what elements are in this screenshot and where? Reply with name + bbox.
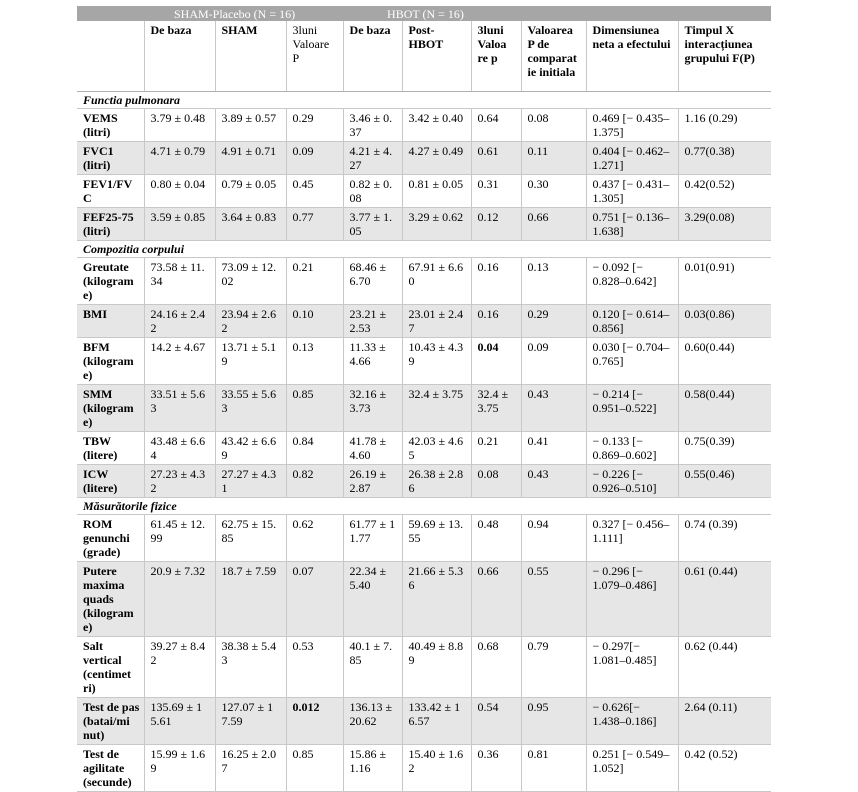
- column-header: Dimensiunea neta a efectului: [586, 21, 678, 92]
- table-row: [77, 175, 771, 208]
- table-cell: 4.91 ± 0.71: [215, 142, 286, 175]
- table-cell: 0.42(0.52): [678, 175, 771, 208]
- row-label: ICW (litere): [77, 465, 144, 498]
- table-cell: 127.07 ± 17.59: [215, 698, 286, 745]
- table-cell: 1.16 (0.29): [678, 109, 771, 142]
- table-cell: 32.4 ± 3.75: [471, 385, 521, 432]
- table-row: [77, 465, 771, 498]
- group-header-row: [77, 6, 771, 21]
- table-row: [77, 385, 771, 432]
- table-cell: 0.45: [286, 175, 343, 208]
- table-cell: 3.46 ± 0.37: [343, 109, 402, 142]
- table-cell: 23.21 ± 2.53: [343, 305, 402, 338]
- table-cell: 0.09: [286, 142, 343, 175]
- section-title: Functia pulmonara: [77, 92, 771, 109]
- table-cell: 0.81: [521, 745, 586, 792]
- table-cell: 18.7 ± 7.59: [215, 562, 286, 637]
- table-cell: 0.13: [286, 338, 343, 385]
- table-cell: 15.86 ± 1.16: [343, 745, 402, 792]
- table-cell: 23.94 ± 2.62: [215, 305, 286, 338]
- table-cell: 38.38 ± 5.43: [215, 637, 286, 698]
- table-cell: 0.04: [471, 338, 521, 385]
- table-cell: 0.94: [521, 515, 586, 562]
- table-cell: 0.84: [286, 432, 343, 465]
- table-cell: − 0.297[− 1.081–0.485]: [586, 637, 678, 698]
- section-row: [77, 498, 771, 515]
- table-cell: 40.1 ± 7.85: [343, 637, 402, 698]
- table-cell: 21.66 ± 5.36: [402, 562, 471, 637]
- table-cell: 23.01 ± 2.47: [402, 305, 471, 338]
- row-label: SMM (kilogram e): [77, 385, 144, 432]
- table-cell: 0.29: [521, 305, 586, 338]
- table-cell: 42.03 ± 4.65: [402, 432, 471, 465]
- group-header-sham: SHAM-Placebo (N = 16): [144, 6, 343, 21]
- table-cell: − 0.214 [− 0.951–0.522]: [586, 385, 678, 432]
- table-cell: 0.29: [286, 109, 343, 142]
- table-cell: 13.71 ± 5.19: [215, 338, 286, 385]
- table-cell: 33.51 ± 5.63: [144, 385, 215, 432]
- row-label: Greutate (kilogram e): [77, 258, 144, 305]
- group-header-hbot: HBOT (N = 16): [343, 6, 771, 21]
- table-cell: 0.31: [471, 175, 521, 208]
- column-header: 3luni Valoa re p: [471, 21, 521, 92]
- table-cell: 0.327 [− 0.456–1.111]: [586, 515, 678, 562]
- column-header: 3luni Valoare P: [286, 21, 343, 92]
- table-row: [77, 208, 771, 241]
- table-cell: 73.09 ± 12.02: [215, 258, 286, 305]
- row-label: Test de agilitate (secunde): [77, 745, 144, 792]
- table-cell: 27.27 ± 4.31: [215, 465, 286, 498]
- table-cell: 0.58(0.44): [678, 385, 771, 432]
- table-row: [77, 305, 771, 338]
- table-cell: 0.36: [471, 745, 521, 792]
- row-label: FEF25-75 (litri): [77, 208, 144, 241]
- table-cell: 43.42 ± 6.69: [215, 432, 286, 465]
- column-header: Timpul X interacțiunea grupului F(P): [678, 21, 771, 92]
- table-cell: 68.46 ± 6.70: [343, 258, 402, 305]
- table-cell: 22.34 ± 5.40: [343, 562, 402, 637]
- table-cell: 4.27 ± 0.49: [402, 142, 471, 175]
- table-cell: 0.82 ± 0.08: [343, 175, 402, 208]
- table-cell: 43.48 ± 6.64: [144, 432, 215, 465]
- table-cell: 10.43 ± 4.39: [402, 338, 471, 385]
- table-cell: 15.40 ± 1.62: [402, 745, 471, 792]
- column-header: Post-HBOT: [402, 21, 471, 92]
- table-cell: 0.55: [521, 562, 586, 637]
- table-cell: 3.64 ± 0.83: [215, 208, 286, 241]
- table-cell: 0.16: [471, 305, 521, 338]
- row-label: ROM genunchi (grade): [77, 515, 144, 562]
- table-cell: 3.29(0.08): [678, 208, 771, 241]
- table-cell: 0.85: [286, 745, 343, 792]
- table-cell: 0.43: [521, 385, 586, 432]
- table-row: [77, 258, 771, 305]
- table-cell: 0.62: [286, 515, 343, 562]
- table-cell: 3.29 ± 0.62: [402, 208, 471, 241]
- table-cell: 0.55(0.46): [678, 465, 771, 498]
- table-cell: 0.09: [521, 338, 586, 385]
- table-cell: 0.80 ± 0.04: [144, 175, 215, 208]
- table-cell: 0.79: [521, 637, 586, 698]
- table-cell: 3.77 ± 1.05: [343, 208, 402, 241]
- table-cell: 16.25 ± 2.07: [215, 745, 286, 792]
- table-cell: 0.30: [521, 175, 586, 208]
- section-row: [77, 241, 771, 258]
- table-cell: 0.41: [521, 432, 586, 465]
- table-cell: 14.2 ± 4.67: [144, 338, 215, 385]
- row-label: Putere maxima quads (kilogram e): [77, 562, 144, 637]
- table-cell: 0.08: [471, 465, 521, 498]
- row-label: TBW (litere): [77, 432, 144, 465]
- table-cell: 3.79 ± 0.48: [144, 109, 215, 142]
- table-cell: 0.01(0.91): [678, 258, 771, 305]
- table-cell: 20.9 ± 7.32: [144, 562, 215, 637]
- table-cell: 26.19 ± 2.87: [343, 465, 402, 498]
- row-label: BFM (kilogram e): [77, 338, 144, 385]
- table-cell: 11.33 ± 4.66: [343, 338, 402, 385]
- table-cell: 39.27 ± 8.42: [144, 637, 215, 698]
- table-row: [77, 338, 771, 385]
- table-cell: 3.59 ± 0.85: [144, 208, 215, 241]
- table-cell: 0.43: [521, 465, 586, 498]
- table-cell: 15.99 ± 1.69: [144, 745, 215, 792]
- table-cell: − 0.226 [− 0.926–0.510]: [586, 465, 678, 498]
- table-cell: 0.07: [286, 562, 343, 637]
- table-cell: 0.10: [286, 305, 343, 338]
- results-table: [77, 6, 771, 792]
- table-cell: 33.55 ± 5.63: [215, 385, 286, 432]
- table-cell: 62.75 ± 15.85: [215, 515, 286, 562]
- table-cell: 61.45 ± 12.99: [144, 515, 215, 562]
- table-cell: 0.61 (0.44): [678, 562, 771, 637]
- table-cell: 0.42 (0.52): [678, 745, 771, 792]
- table-row: [77, 698, 771, 745]
- table-cell: 3.89 ± 0.57: [215, 109, 286, 142]
- table-cell: 0.12: [471, 208, 521, 241]
- table-cell: 0.751 [− 0.136–1.638]: [586, 208, 678, 241]
- table-cell: 136.13 ± 20.62: [343, 698, 402, 745]
- table-row: [77, 637, 771, 698]
- column-header: Valoarea P de comparat ie initiala: [521, 21, 586, 92]
- table-cell: 0.13: [521, 258, 586, 305]
- table-cell: 133.42 ± 16.57: [402, 698, 471, 745]
- table-cell: 0.75(0.39): [678, 432, 771, 465]
- table-cell: 0.74 (0.39): [678, 515, 771, 562]
- table-cell: 0.53: [286, 637, 343, 698]
- table-row: [77, 432, 771, 465]
- table-cell: 0.77: [286, 208, 343, 241]
- table-cell: 0.48: [471, 515, 521, 562]
- table-cell: 0.030 [− 0.704–0.765]: [586, 338, 678, 385]
- table-cell: 0.03(0.86): [678, 305, 771, 338]
- table-cell: − 0.626[− 1.438–0.186]: [586, 698, 678, 745]
- table-cell: 0.437 [− 0.431–1.305]: [586, 175, 678, 208]
- table-row: [77, 515, 771, 562]
- row-label: FEV1/FV C: [77, 175, 144, 208]
- table-cell: 0.61: [471, 142, 521, 175]
- table-cell: 0.54: [471, 698, 521, 745]
- table-cell: 0.95: [521, 698, 586, 745]
- column-header: De baza: [343, 21, 402, 92]
- row-label: Salt vertical (centimet ri): [77, 637, 144, 698]
- table-row: [77, 142, 771, 175]
- table-cell: 0.66: [471, 562, 521, 637]
- table-cell: 27.23 ± 4.32: [144, 465, 215, 498]
- table-cell: 73.58 ± 11.34: [144, 258, 215, 305]
- table-cell: 0.21: [471, 432, 521, 465]
- table-cell: 0.21: [286, 258, 343, 305]
- table-cell: 41.78 ± 4.60: [343, 432, 402, 465]
- table-cell: 0.404 [− 0.462–1.271]: [586, 142, 678, 175]
- table-cell: 0.81 ± 0.05: [402, 175, 471, 208]
- table-cell: 26.38 ± 2.86: [402, 465, 471, 498]
- row-label: VEMS (litri): [77, 109, 144, 142]
- table-cell: 0.66: [521, 208, 586, 241]
- table-cell: 24.16 ± 2.42: [144, 305, 215, 338]
- table-cell: 0.62 (0.44): [678, 637, 771, 698]
- table-cell: 0.120 [− 0.614–0.856]: [586, 305, 678, 338]
- table-cell: 0.08: [521, 109, 586, 142]
- table-cell: 32.16 ± 3.73: [343, 385, 402, 432]
- table-cell: 4.71 ± 0.79: [144, 142, 215, 175]
- table-cell: 0.469 [− 0.435–1.375]: [586, 109, 678, 142]
- section-title: Măsurătorile fizice: [77, 498, 771, 515]
- column-header: De baza: [144, 21, 215, 92]
- column-header: SHAM: [215, 21, 286, 92]
- table-cell: 0.77(0.38): [678, 142, 771, 175]
- table-cell: 0.68: [471, 637, 521, 698]
- table-cell: 0.60(0.44): [678, 338, 771, 385]
- row-label: Test de pas (batai/mi nut): [77, 698, 144, 745]
- table-cell: 0.11: [521, 142, 586, 175]
- table-cell: − 0.092 [− 0.828–0.642]: [586, 258, 678, 305]
- table-cell: 3.42 ± 0.40: [402, 109, 471, 142]
- table-cell: 0.79 ± 0.05: [215, 175, 286, 208]
- table-cell: 32.4 ± 3.75: [402, 385, 471, 432]
- table-cell: 2.64 (0.11): [678, 698, 771, 745]
- table-cell: 0.251 [− 0.549–1.052]: [586, 745, 678, 792]
- table-cell: 59.69 ± 13.55: [402, 515, 471, 562]
- section-row: [77, 92, 771, 109]
- table-cell: − 0.296 [− 1.079–0.486]: [586, 562, 678, 637]
- table-cell: 4.21 ± 4.27: [343, 142, 402, 175]
- table-cell: 0.82: [286, 465, 343, 498]
- table-cell: 0.64: [471, 109, 521, 142]
- table-cell: 67.91 ± 6.60: [402, 258, 471, 305]
- table-cell: 135.69 ± 15.61: [144, 698, 215, 745]
- table-cell: 61.77 ± 11.77: [343, 515, 402, 562]
- table-cell: 40.49 ± 8.89: [402, 637, 471, 698]
- table-cell: − 0.133 [− 0.869–0.602]: [586, 432, 678, 465]
- table-row: [77, 109, 771, 142]
- table-cell: 0.012: [286, 698, 343, 745]
- row-label: FVC1 (litri): [77, 142, 144, 175]
- table-cell: 0.16: [471, 258, 521, 305]
- section-title: Compozitia corpului: [77, 241, 771, 258]
- table-row: [77, 562, 771, 637]
- table-cell: 0.85: [286, 385, 343, 432]
- table-row: [77, 745, 771, 792]
- row-label: BMI: [77, 305, 144, 338]
- column-header-row: [77, 21, 771, 92]
